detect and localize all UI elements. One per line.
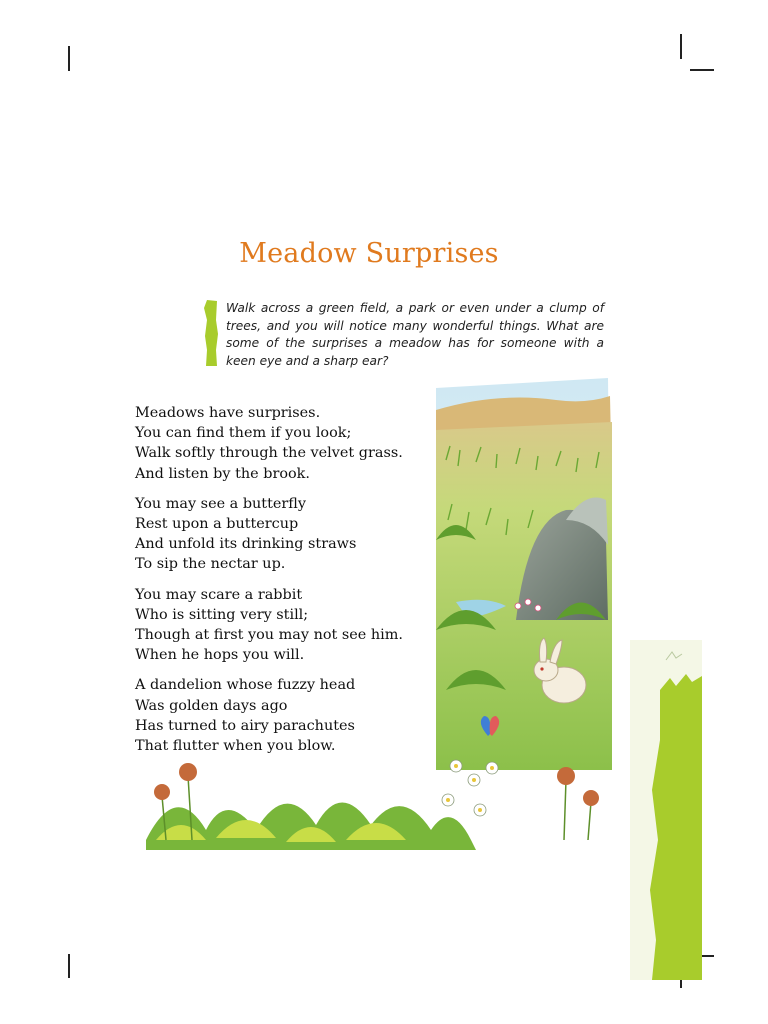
poem-line: That flutter when you blow. xyxy=(135,738,336,755)
poem-line: You may scare a rabbit xyxy=(135,586,303,603)
page-title: Meadow Surprises xyxy=(239,238,499,269)
crop-mark-bottom-left xyxy=(68,954,70,978)
stanza xyxy=(135,675,435,756)
poem-line: And listen by the brook. xyxy=(135,465,310,482)
poem-line: Though at first you may not see him. xyxy=(135,627,403,644)
poem-line: Who is sitting very still; xyxy=(135,606,309,623)
side-green-brush xyxy=(630,640,704,980)
poem-line: Walk softly through the velvet grass. xyxy=(135,445,403,462)
poem-line: When he hops you will. xyxy=(135,647,305,664)
poem xyxy=(135,403,435,766)
crop-mark-top-right-horizontal xyxy=(690,69,714,71)
poem-line: Rest upon a buttercup xyxy=(135,516,299,533)
stanza xyxy=(135,494,435,575)
poem-line: Was golden days ago xyxy=(135,697,288,714)
crop-mark-top-right-vertical xyxy=(680,34,682,59)
poem-line: Meadows have surprises. xyxy=(135,405,321,421)
intro-accent-brush xyxy=(204,300,218,366)
poem-line: You can find them if you look; xyxy=(135,425,352,442)
poem-line: And unfold its drinking straws xyxy=(135,536,357,553)
poem-line: You may see a butterfly xyxy=(135,495,307,512)
stanza xyxy=(135,585,435,666)
poem-line: To sip the nectar up. xyxy=(135,556,286,573)
crop-mark-top-left xyxy=(68,46,70,71)
stanza xyxy=(135,403,435,484)
poem-line: Has turned to airy parachutes xyxy=(135,717,355,734)
intro-paragraph: Walk across a green field, a park or even under a clump of trees, and you will notice many wonderful things. What are some of the surprises a meadow has for someone with a keen eye and a sharp ear? xyxy=(226,301,604,368)
poem-line: A dandelion whose fuzzy head xyxy=(135,677,356,694)
